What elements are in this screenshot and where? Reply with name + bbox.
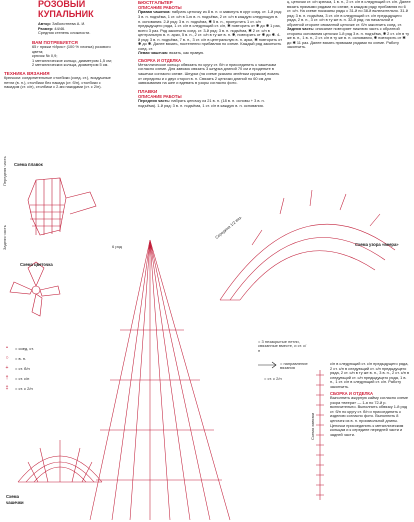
right-text-p2: с/н в следующий ст. с/н предыдущего ряда, 2 ст. с/н в следующий ст. с/н предыдущего ряда, 2 ст. с/н в ту же в. п., 3 в. п., 2 ст. с/н в следующий ст. с/н предыдущего ряда, 1 в. п., 1 ст. с/н в следующий ст. с/н. Работу закончить. <box>330 361 410 389</box>
bottom-right-text <box>330 362 410 437</box>
shorts-scheme <box>28 178 96 235</box>
half-base-label: Середина 1/2 вяз. <box>214 214 243 240</box>
size-value: 44/46. <box>54 25 66 31</box>
legend-item <box>2 373 42 383</box>
bust-heading: БЮСТГАЛЬТЕР <box>138 0 173 5</box>
right-cup-label: Правая чашечка: <box>138 9 171 15</box>
technique-heading: ТЕХНИКА ВЯЗАНИЯ <box>4 70 50 76</box>
legend-symbol: ○ <box>5 355 9 361</box>
symbol-legend <box>2 343 42 393</box>
tie-scheme <box>316 370 324 500</box>
legend-item <box>2 363 42 373</box>
right-column <box>287 0 411 50</box>
technique-text: Крючком: соединительные столбики (соед. ст.), воздушные петли (в. п.), столбики без накида (ст. б/н), столбики с накидом (ст. с/н), столбики с 2-мя накидами (ст. с 2/н). <box>4 75 111 90</box>
legend-label: = ст. с/н <box>15 375 30 381</box>
legend-label: = ст. б/н <box>15 365 30 371</box>
author-name: Заболотнева А. И. <box>52 21 86 26</box>
direction-arrow <box>258 362 276 368</box>
right-text-p1: ц. цепочки ст. с/н крючка, 1 в. п., 2 ст. с/н в следующий ст. с/н. Далее вязать прямыми рядами по схеме, в каждом ряду прибавляя по 6 ст. с/н. На схеме показаны ряды с 31-й по 38-й включительно. 31-й ряд: 3 в. п. подъёма, 3 ст. с/н в следующий ст. с/н предыдущего ряда, 2 в. п., 3 ст. с/н в ту же в. п. 32-й ряд: на начальной и обратной стороне связанной цепочке ст. б/н закончить соед. ст. <box>287 0 411 27</box>
left-column <box>4 0 112 90</box>
scheme-flower-label: Схема цветочка <box>20 262 53 267</box>
shorts-heading: ПЛАВКИ <box>138 88 158 94</box>
right-cup-text: набрать цепочку из 8 в. п. и замкнуть в круг соед. ст. 1-й ряд: 3 в. п. подъёма, 1 ст. с/н в 1-ю в. п. подъёма, 2 ст. с/н в каждую следующую в. п. основания. 2-й ряд: 3 в. п. подъёма, ✱ 5 в. п., пропустить 1 ст. с/н предыдущего ряда, 1 ст. с/н в следующий ст. с/н, ✱ повторить от ✱ до ✱ 1 раз, всего 3 раз. Ряд закончить соед. ст. 3-й ряд: 3 в. п. подъёма, ✱ 2 ст. с/н в центральную в. п. арки, 5 в. п., 2 ст. с/н в ту же в. п. ✱, повторить от ✱ до ✱. 4-й ряд: 3 в. п. подъёма, 7 в. п., 3 ст. с/н в центральную в. п. арки, ✱ повторить от ✱ до ✱. Далее вязать, постепенно прибавляя по схеме. Каждый ряд закончить соед. ст. <box>138 9 282 51</box>
bust-subheading: ОПИСАНИЕ РАБОТЫ <box>138 5 182 11</box>
dc2-legend: = ст. с 2/н <box>264 376 282 381</box>
legend-label: = ст. с 2/н <box>15 385 33 391</box>
fan-scheme-label: Схема узора «веера» <box>355 242 399 247</box>
bust-assembly-heading: СБОРКА И ОТДЕЛКА <box>138 57 182 63</box>
legend-label: = в. п. <box>15 355 27 361</box>
back-part-text: описание повторяет нижнюю часть с обратной стороны основания цепочки 1-й ряд 3 в. п. подъёма, ✱ 2 ст. с/н в ту же в. п., 1 в. п., 2 ст. с/н в ту же в. п. основания, ✱ повторить от ✱ до ✱ 11 раз. Далее вязать прямыми рядами по схеме. Работу закончить. <box>287 26 410 50</box>
author-label: Автор: <box>38 21 52 26</box>
shorts-assembly-text: Выполнить ажурную кайму согласно схеме узора «веера» — 1-я по 72-й р. включительно. Выполнить обвязку 1-й ряд ст. б/н по кругу ст. б/н и присоединить к изделию согласно фото. Выполнить 8 цепочек из в. п. произвольной длины. Цепочки присоединить к металлическим кольцам и к середине передней части и задней части. <box>330 395 409 437</box>
flower-scheme <box>10 262 60 316</box>
left-cup-text: вязать, как правую. <box>169 50 205 56</box>
back-part-heading: Задняя часть: <box>287 26 315 32</box>
legend-label: = соед. ст. <box>15 345 34 351</box>
size-label: Размер: <box>38 25 54 31</box>
legend-item <box>2 343 42 353</box>
legend-item <box>2 383 42 393</box>
materials-ring2: 2 металлических кольца, диаметром 5 см. <box>32 62 109 68</box>
shorts-assembly-heading: СБОРКА И ОТДЕЛКА <box>330 391 374 397</box>
cup-scheme <box>18 440 102 482</box>
materials-heading: ВАМ ПОТРЕБУЕТСЯ <box>32 39 78 45</box>
shorts-front-label: Передняя часть: <box>138 98 171 104</box>
legend-symbol: + <box>5 365 9 371</box>
legend-symbol: ‡ <box>5 385 9 391</box>
direction-legend: = направление вязания <box>280 361 308 371</box>
shorts-front-text: набрать цепочку из 21 в. п. (18 в. п. основы + 3 в. п. подъёма). 1-й ряд: 3 в. п. подъёма, 1 ст. с/н в каждую в. п. основания. <box>138 98 265 108</box>
materials-hook: крючок № 0,9; <box>32 53 58 59</box>
scheme-shorts-label: Схема плавок <box>14 162 43 167</box>
difficulty: Средняя степень сложности. <box>38 30 91 36</box>
legend-symbol: • <box>6 345 8 351</box>
scheme-cup-label-1: Схема <box>6 494 19 499</box>
legend-item <box>2 353 42 363</box>
page-title-line1: РОЗОВЫЙ <box>38 0 86 9</box>
front-part-label: Передняя часть <box>2 156 7 186</box>
materials-ring1: 1 металлическое кольцо, диаметром 1,5 см; <box>32 57 112 63</box>
scheme-cup-label-2: чашечки <box>6 500 24 505</box>
left-cup-label: Левая чашечка: <box>138 50 169 56</box>
cup-large-scheme <box>90 240 230 520</box>
shorts-subheading: ОПИСАНИЕ РАБОТЫ <box>138 94 182 100</box>
tie-scheme-label: Схема завязки <box>310 412 315 440</box>
three-loops-legend: = 3 незакрытые петли, связанные вместе, и ст. с/н <box>258 339 307 353</box>
legend-symbol: † <box>5 375 9 381</box>
page-title-line2: КУПАЛЬНИК <box>38 8 94 19</box>
materials-yarn: 65 г пряжи «Ирис» (100 % хлопка) розового цвета; <box>32 44 111 54</box>
cup-row-label: 6 ряд <box>112 244 123 249</box>
middle-column <box>138 0 282 108</box>
bust-assembly-text: Металлическое кольцо обвязать по кругу ст. б/н и присоединить к чашечкам согласно схеме. Для завязок связать 3 шнурка длиной 70 см и проденьте в чашечки согласно схеме. Шнурки (на схеме указано зелёным кружком) вязать от середины и с двух сторон в. п. Связать 2 цепочки длиной по 60 см для завязывания на шее и вдевать в узоры согласно фото. <box>138 61 280 86</box>
back-part-label: Задняя часть <box>2 225 7 250</box>
